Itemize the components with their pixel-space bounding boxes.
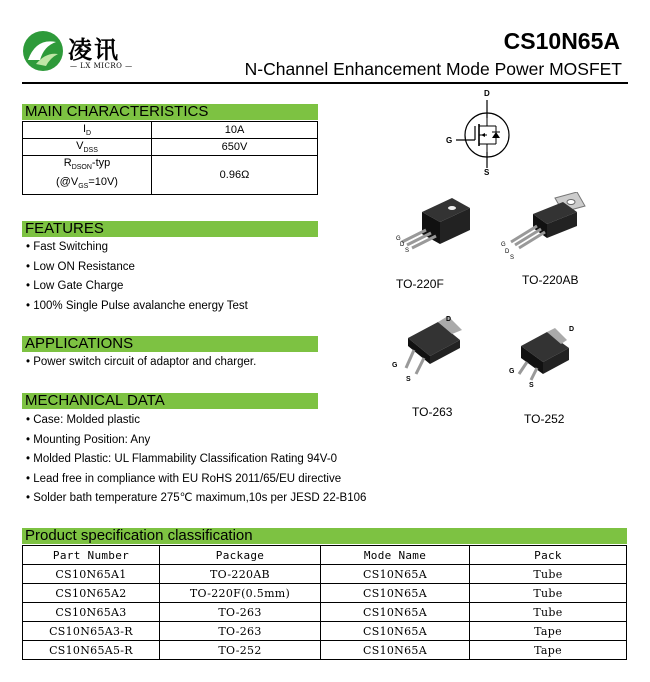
table-row [23, 122, 318, 139]
table-cell: Tube [470, 584, 627, 603]
list-item: • Low ON Resistance [26, 258, 248, 278]
table-cell: CS10N65A5-R [23, 641, 160, 660]
param-cell: $R_{DSON}$-typ $(@V_{GS}=10V)$ [23, 156, 152, 195]
to220ab-pin-d: D [505, 249, 510, 255]
value-cell: 650V [152, 139, 318, 156]
applications-heading: APPLICATIONS [22, 336, 318, 352]
package-to263 [390, 312, 480, 392]
to220f-package-icon [390, 192, 480, 262]
nmos-symbol-icon [440, 88, 530, 183]
package-to252 [505, 320, 590, 400]
table-cell: CS10N65A [321, 641, 470, 660]
to220f-pin-g: G [396, 236, 401, 242]
table-cell: CS10N65A [321, 622, 470, 641]
list-item: • Case: Molded plastic [26, 411, 366, 431]
table-row [23, 139, 318, 156]
table-cell: CS10N65A2 [23, 584, 160, 603]
table-cell: Tape [470, 622, 627, 641]
to263-label: TO-263 [412, 405, 453, 419]
header-rule [22, 82, 628, 84]
table-cell: CS10N65A [321, 584, 470, 603]
to263-package-icon [390, 312, 480, 387]
to252-package-icon [505, 320, 590, 395]
company-logo [22, 26, 142, 76]
table-cell: TO-252 [160, 641, 321, 660]
to252-pin-s: S [529, 382, 534, 389]
to263-pin-g: G [392, 362, 398, 369]
applications-list [26, 353, 256, 373]
logo-mark-icon [22, 30, 64, 72]
main-characteristics-table [22, 121, 318, 195]
table-cell: CS10N65A3-R [23, 622, 160, 641]
table-cell: CS10N65A [321, 565, 470, 584]
table-cell: CS10N65A1 [23, 565, 160, 584]
list-item: • Low Gate Charge [26, 277, 248, 297]
table-cell: Tube [470, 565, 627, 584]
table-cell: CS10N65A [321, 603, 470, 622]
header-cell: Pack [470, 546, 627, 565]
main-characteristics-heading: MAIN CHARACTERISTICS [22, 104, 318, 120]
table-row [23, 584, 627, 603]
to263-pin-s: S [406, 376, 411, 383]
mosfet-symbol [440, 88, 530, 183]
product-spec-heading: Product specification classification [22, 528, 627, 544]
list-item: • Solder bath temperature 275℃ maximum,10s per JESD 22-B106 [26, 489, 366, 509]
gate-label: G [446, 136, 453, 145]
features-heading: FEATURES [22, 221, 318, 237]
to252-label: TO-252 [524, 412, 565, 426]
header-cell: Package [160, 546, 321, 565]
param-cell: $I_D$ [23, 122, 152, 139]
table-row [23, 156, 318, 195]
to263-pin-d: D [446, 316, 452, 323]
to220ab-pin-g: G [501, 242, 506, 248]
table-cell: TO-220AB [160, 565, 321, 584]
source-label: S [484, 168, 490, 177]
table-row [23, 641, 627, 660]
table-cell: TO-263 [160, 622, 321, 641]
to220ab-pin-s: S [510, 255, 515, 261]
table-row [23, 565, 627, 584]
mechanical-list [26, 411, 366, 509]
list-item: • Lead free in compliance with EU RoHS 2011/65/EU directive [26, 470, 366, 490]
drain-label: D [484, 89, 490, 98]
features-list [26, 238, 248, 316]
to220f-label: TO-220F [396, 277, 444, 291]
to220f-pin-d: D [400, 242, 405, 248]
value-cell: 10A [152, 122, 318, 139]
table-cell: CS10N65A3 [23, 603, 160, 622]
to220f-pin-s: S [405, 248, 410, 254]
table-row [23, 603, 627, 622]
product-spec-table [22, 545, 627, 660]
logo-cn-text: 凌讯 [68, 35, 120, 64]
list-item: • Power switch circuit of adaptor and charger. [26, 353, 256, 373]
logo-sub-text: — LX MICRO — [70, 62, 133, 70]
table-cell: Tape [470, 641, 627, 660]
table-cell: TO-263 [160, 603, 321, 622]
to252-pin-g: G [509, 368, 515, 375]
package-to220ab [495, 192, 590, 272]
to252-pin-d: D [569, 326, 575, 333]
list-item: • 100% Single Pulse avalanche energy Test [26, 297, 248, 317]
table-cell: Tube [470, 603, 627, 622]
table-row [23, 622, 627, 641]
header-cell: Part Number [23, 546, 160, 565]
value-cell: 0.96Ω [152, 156, 318, 195]
table-header-row [23, 546, 627, 565]
list-item: • Mounting Position: Any [26, 431, 366, 451]
param-cell: $V_{DSS}$ [23, 139, 152, 156]
part-number-title: CS10N65A [503, 28, 620, 54]
package-to220f [390, 192, 480, 272]
table-cell: TO-220F(0.5mm) [160, 584, 321, 603]
list-item: • Fast Switching [26, 238, 248, 258]
list-item: • Molded Plastic: UL Flammability Classification Rating 94V-0 [26, 450, 366, 470]
mechanical-heading: MECHANICAL DATA [22, 393, 318, 409]
document-subtitle: N-Channel Enhancement Mode Power MOSFET [244, 59, 622, 79]
header-cell: Mode Name [321, 546, 470, 565]
to220ab-label: TO-220AB [522, 273, 579, 287]
